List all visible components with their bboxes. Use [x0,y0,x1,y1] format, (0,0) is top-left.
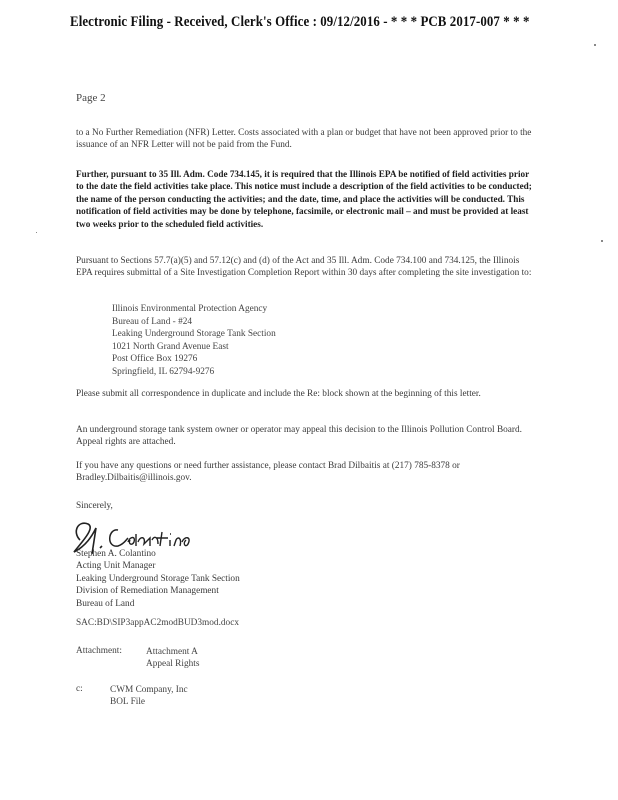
mailing-address [112,303,276,379]
address-line: Illinois Environmental Protection Agency [112,304,268,314]
document-reference: SAC:BD\SIP3appAC2modBUD3mod.docx [76,618,239,628]
scan-speck [36,232,37,233]
cc-item: CWM Company, Inc [110,685,188,695]
cc-label: c: [76,684,83,694]
signer-bureau: Bureau of Land [76,598,135,609]
paragraph-site-investigation: Pursuant to Sections 57.7(a)(5) and 57.12(c) and (d) of the Act and 35 Ill. Adm. Code 734.100 and 734.125, the Illinois EPA requires submittal of a Site Investigation Completion Report within 30 days after completing the site investigation to: [76,256,532,279]
signature-block [76,548,240,610]
paragraph-correspondence: Please submit all correspondence in duplicate and include the Re: block shown at the beginning of this letter. [76,389,481,399]
attachment-item: Appeal Rights [146,659,200,670]
scan-speck [594,44,596,46]
paragraph-field-activities: Further, pursuant to 35 Ill. Adm. Code 734.145, it is required that the Illinois EPA be notified of field activities prior to the date the field activities take place. This notice must include a description of the field activities to be conducted; the name of the person conducting the activities; and the date, time, and place the activities will be conducted. This notification of field activities may be done by telephone, facsimile, or electronic mail – and must be provided at least two weeks prior to the scheduled field activities. [76,169,532,229]
signer-title: Acting Unit Manager [76,561,156,572]
attachment-list [146,646,199,671]
attachment-item: Attachment A [146,647,198,657]
address-line: Bureau of Land - #24 [112,316,193,327]
address-line: Leaking Underground Storage Tank Section [112,329,276,340]
cc-item: BOL File [110,697,146,708]
attachment-label: Attachment: [76,646,122,656]
cc-list [110,684,188,709]
address-line: 1021 North Grand Avenue East [112,341,229,352]
address-line: Post Office Box 19276 [112,354,198,365]
paragraph-nfr: to a No Further Remediation (NFR) Letter. Costs associated with a plan or budget that have not been approved prior to the issuance of an NFR Letter will not be paid from the Fund. [76,128,532,151]
paragraph-appeal: An underground storage tank system owner or operator may appeal this decision to the Illinois Pollution Control Board. Appeal rights are attached. [76,425,523,448]
paragraph-contact: If you have any questions or need further assistance, please contact Brad Dilbaitis at (217) 785-8378 or Bradley.Dilbaitis@illinois.gov. [76,461,460,484]
signer-division: Division of Remediation Management [76,586,219,597]
scan-speck [601,240,603,242]
signer-name: Stephen A. Colantino [76,549,156,559]
page-number: Page 2 [76,92,106,104]
filing-header: Electronic Filing - Received, Clerk's Office : 09/12/2016 - * * * PCB 2017-007 * * * [70,14,530,30]
signer-section: Leaking Underground Storage Tank Section [76,573,240,584]
address-line: Springfield, IL 62794-9276 [112,366,215,377]
closing-salutation: Sincerely, [76,501,113,511]
